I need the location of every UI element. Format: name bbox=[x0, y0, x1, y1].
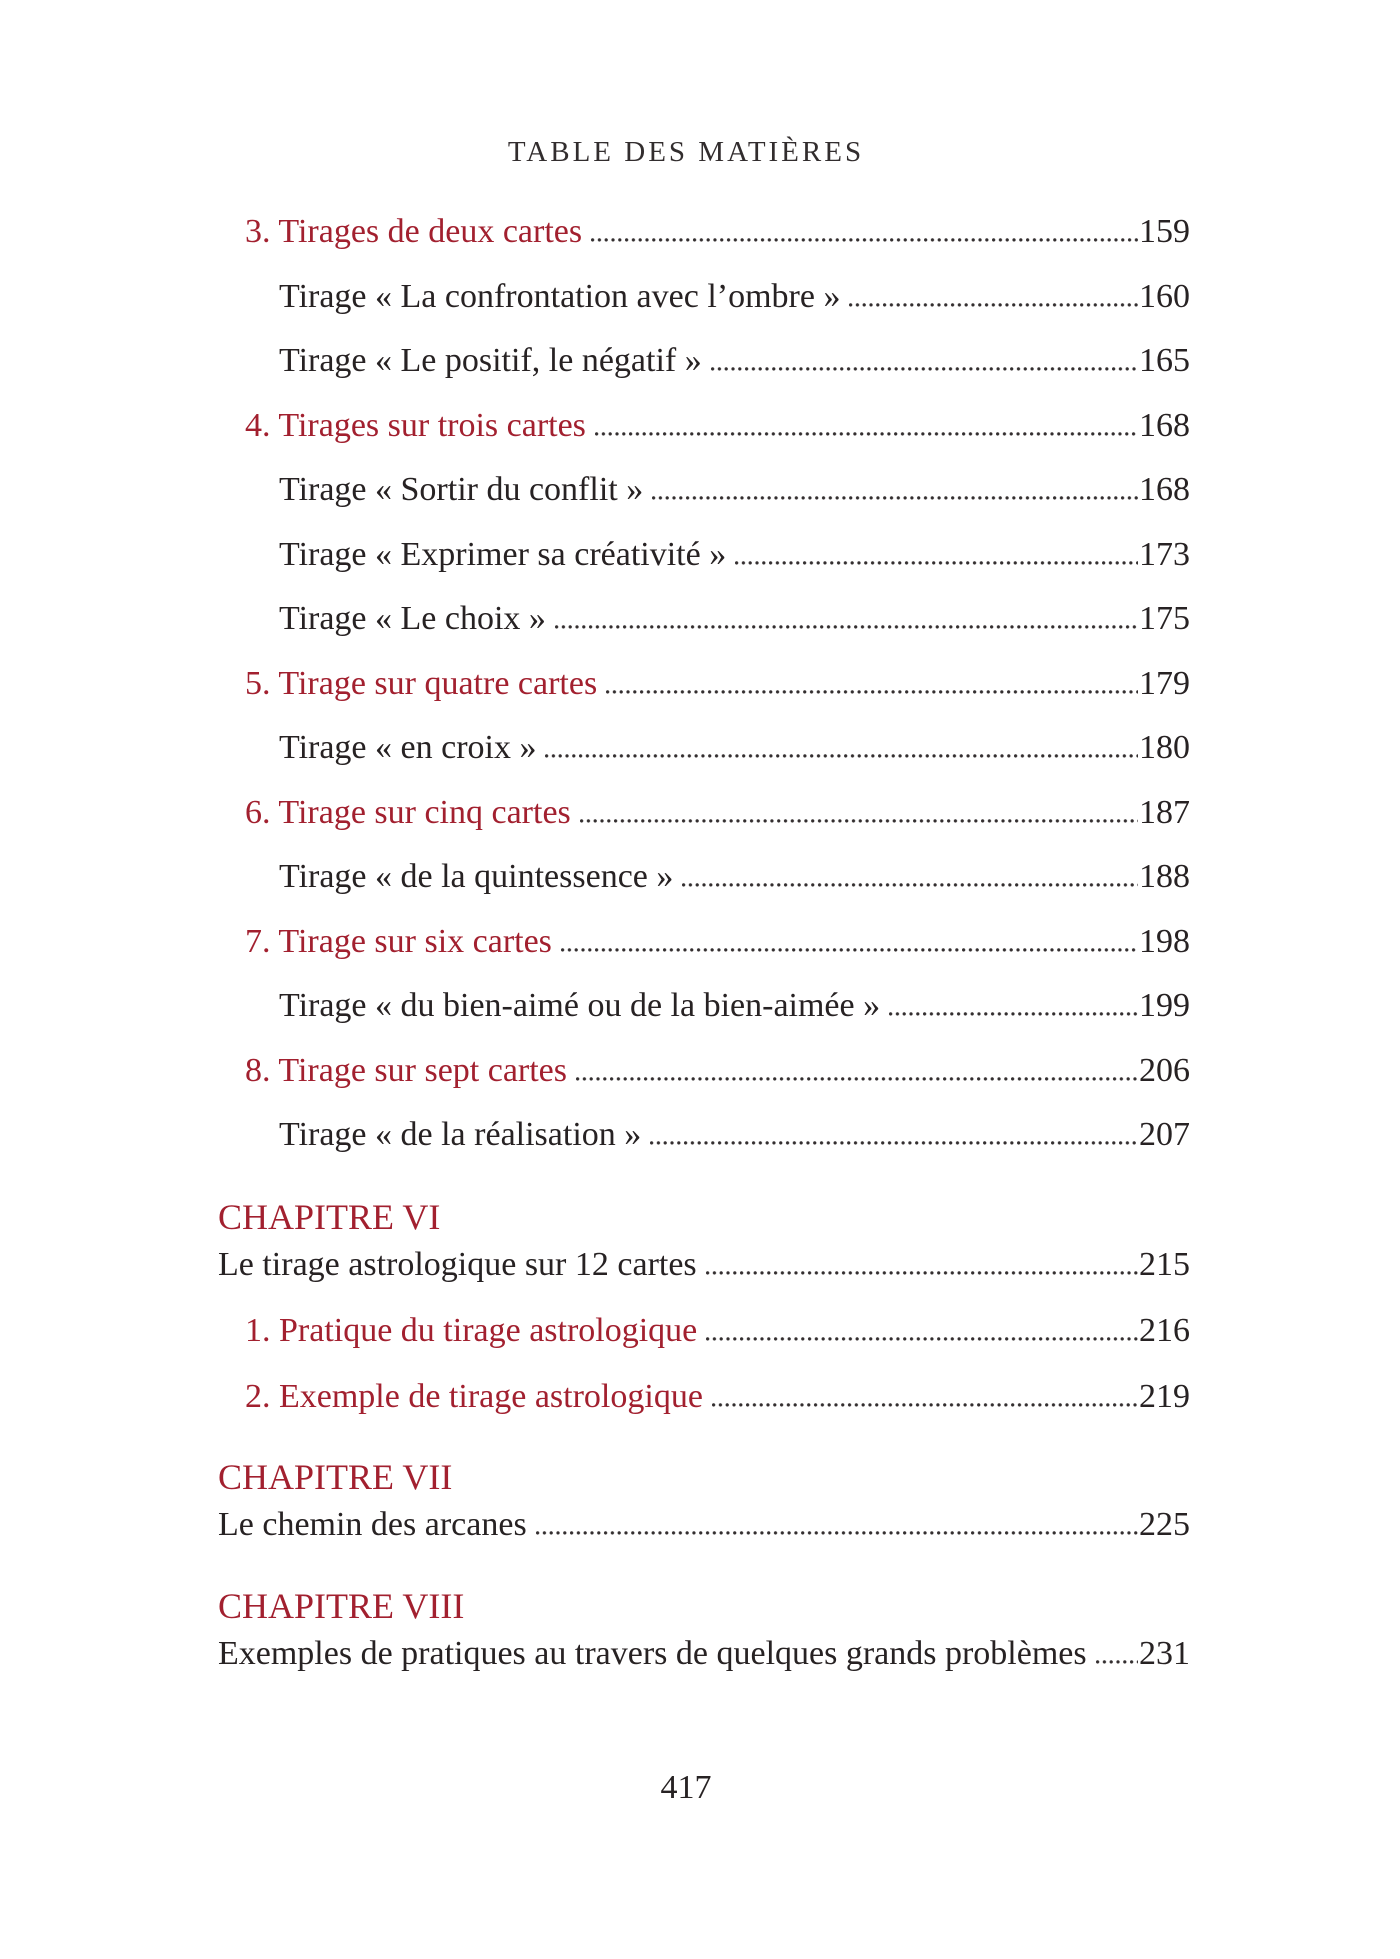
dot-leader bbox=[682, 883, 1138, 887]
dot-leader bbox=[591, 238, 1138, 242]
chapter-heading: CHAPITRE VIII bbox=[218, 1586, 465, 1626]
entry-label: 2. Exemple de tirage astrologique bbox=[245, 1378, 703, 1415]
toc-entry-row bbox=[218, 845, 1190, 910]
page-number: 160 bbox=[1139, 277, 1190, 315]
page-number: 180 bbox=[1139, 729, 1190, 766]
dot-leader bbox=[536, 1531, 1138, 1535]
page-number: 206 bbox=[1139, 1051, 1190, 1089]
entry-label: 1. Pratique du tirage astrologique bbox=[245, 1312, 698, 1349]
entry-label: Tirage « de la réalisation » bbox=[279, 1116, 642, 1153]
entry-label: Tirage « Le choix » bbox=[279, 600, 546, 637]
entry-label: 3. Tirages de deux cartes bbox=[245, 213, 583, 250]
toc-entry-row bbox=[218, 1364, 1190, 1430]
dot-leader bbox=[545, 754, 1138, 758]
page-number: 199 bbox=[1139, 987, 1190, 1024]
entry-label: Tirage « La confrontation avec l’ombre » bbox=[279, 277, 841, 315]
chapter-heading: CHAPITRE VII bbox=[218, 1457, 453, 1497]
toc-entry-row bbox=[218, 974, 1190, 1039]
toc-entry-row bbox=[218, 394, 1190, 459]
chapter-title-row bbox=[218, 1501, 1190, 1548]
toc-entry-row bbox=[218, 1039, 1190, 1104]
page-number: 165 bbox=[1139, 342, 1190, 379]
dot-leader bbox=[595, 432, 1138, 436]
page-number: 168 bbox=[1139, 406, 1190, 444]
page-number: 219 bbox=[1139, 1378, 1190, 1415]
toc-entry-row bbox=[218, 523, 1190, 588]
entry-label: Tirage « de la quintessence » bbox=[279, 858, 674, 895]
chapter-title-label: Le tirage astrologique sur 12 cartes bbox=[218, 1246, 697, 1283]
entry-label: 5. Tirage sur quatre cartes bbox=[245, 664, 598, 702]
dot-leader bbox=[580, 819, 1138, 823]
entry-label: 6. Tirage sur cinq cartes bbox=[245, 793, 571, 831]
dot-leader bbox=[650, 1141, 1138, 1145]
chapter-title-row bbox=[218, 1241, 1190, 1288]
toc-entry-row bbox=[218, 652, 1190, 717]
folio-page-number: 417 bbox=[660, 1769, 712, 1806]
toc-entry-row bbox=[218, 781, 1190, 846]
entry-label: 4. Tirages sur trois cartes bbox=[245, 406, 586, 444]
page-number: 215 bbox=[1139, 1246, 1190, 1283]
chapter-title-row bbox=[218, 1630, 1190, 1677]
dot-leader bbox=[606, 690, 1138, 694]
toc-entry-row bbox=[218, 1103, 1190, 1168]
toc-entry-row bbox=[218, 329, 1190, 394]
chapter-block bbox=[218, 1454, 1190, 1548]
page-number: 225 bbox=[1139, 1506, 1190, 1543]
entry-label: Tirage « Sortir du conflit » bbox=[279, 471, 644, 508]
toc-entry-row bbox=[218, 458, 1190, 523]
dot-leader bbox=[1096, 1660, 1138, 1664]
entry-label: Tirage « du bien-aimé ou de la bien-aimée » bbox=[279, 987, 881, 1024]
dot-leader bbox=[706, 1271, 1138, 1275]
entry-label: Tirage « en croix » bbox=[279, 729, 537, 766]
page-number: 179 bbox=[1139, 664, 1190, 702]
entry-label: 8. Tirage sur sept cartes bbox=[245, 1051, 568, 1089]
page-number: 159 bbox=[1139, 213, 1190, 250]
chapter-block bbox=[218, 1583, 1190, 1677]
page-number: 207 bbox=[1139, 1116, 1190, 1153]
page-number: 198 bbox=[1139, 922, 1190, 960]
page-number: 216 bbox=[1139, 1312, 1190, 1349]
dot-leader bbox=[711, 367, 1138, 371]
toc-entry-row bbox=[218, 587, 1190, 652]
entry-label: Tirage « Le positif, le négatif » bbox=[279, 342, 702, 379]
page-number: 231 bbox=[1139, 1635, 1190, 1672]
dot-leader bbox=[576, 1077, 1138, 1081]
chapter-title-label: Exemples de pratiques au travers de quelques grands problèmes bbox=[218, 1635, 1087, 1672]
dot-leader bbox=[889, 1012, 1138, 1016]
chapter-block bbox=[218, 1194, 1190, 1430]
toc-entry-row bbox=[218, 716, 1190, 781]
page-number: 173 bbox=[1139, 535, 1190, 573]
entry-label: 7. Tirage sur six cartes bbox=[245, 922, 552, 960]
dot-leader bbox=[712, 1403, 1138, 1407]
toc-entry-row bbox=[218, 200, 1190, 265]
page-number: 175 bbox=[1139, 600, 1190, 637]
toc-list bbox=[218, 200, 1190, 1168]
dot-leader bbox=[706, 1337, 1138, 1341]
toc-entry-row bbox=[218, 1298, 1190, 1364]
chapter-items bbox=[218, 1298, 1190, 1430]
dot-leader bbox=[652, 496, 1138, 500]
dot-leader bbox=[555, 625, 1138, 629]
dot-leader bbox=[735, 561, 1138, 565]
page-number: 168 bbox=[1139, 471, 1190, 508]
running-head: TABLE DES MATIÈRES bbox=[507, 136, 865, 168]
toc-entry-row bbox=[218, 265, 1190, 330]
page-number: 187 bbox=[1139, 793, 1190, 831]
page-number: 188 bbox=[1139, 858, 1190, 895]
chapter-title-label: Le chemin des arcanes bbox=[218, 1506, 527, 1543]
entry-label: Tirage « Exprimer sa créativité » bbox=[279, 535, 727, 573]
toc-entry-row bbox=[218, 910, 1190, 975]
dot-leader bbox=[849, 303, 1138, 307]
chapter-heading: CHAPITRE VI bbox=[218, 1197, 441, 1237]
dot-leader bbox=[561, 948, 1138, 952]
